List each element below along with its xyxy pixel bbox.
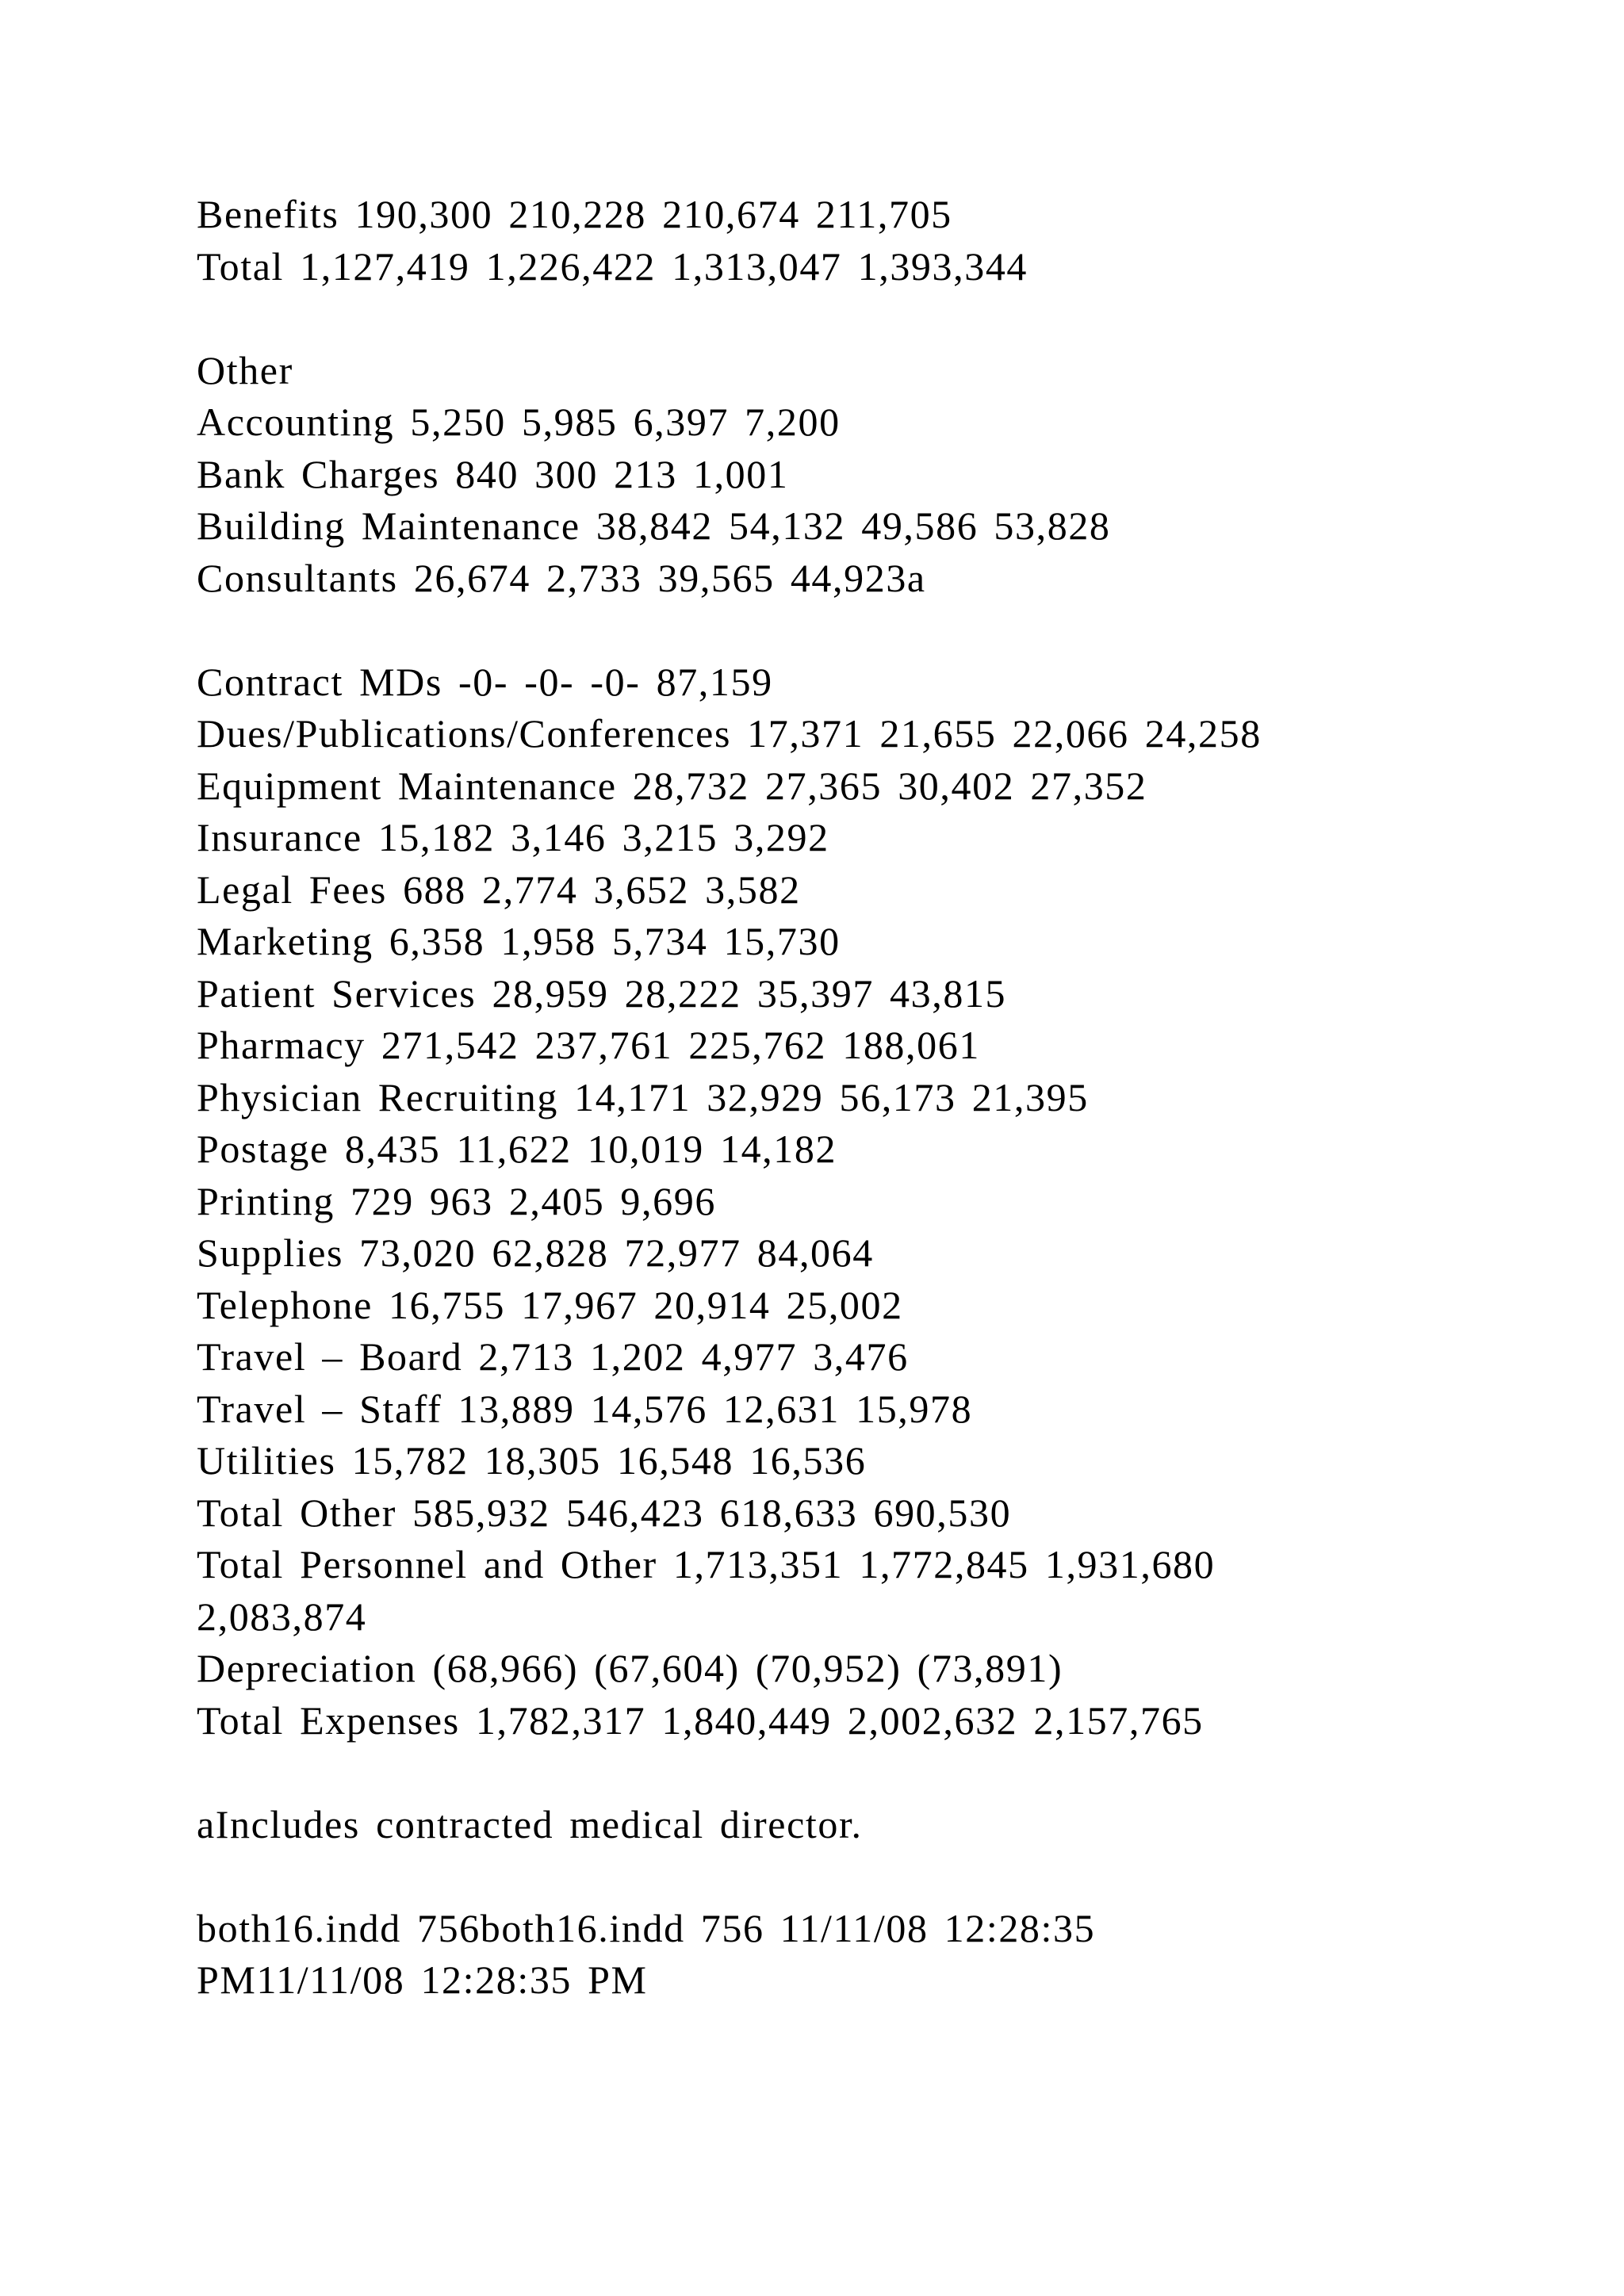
row-accounting: Accounting 5,250 5,985 6,397 7,200 — [197, 400, 841, 444]
print-slug-line-1: both16.indd 756both16.indd 756 11/11/08 12:28:35 — [197, 1905, 1096, 1950]
blank-line — [197, 604, 1481, 656]
row-contract-mds: Contract MDs -0- -0- -0- 87,159 — [197, 659, 773, 704]
row-printing: Printing 729 963 2,405 9,696 — [197, 1178, 716, 1223]
document-text-block — [197, 189, 1481, 2007]
row-total-personnel-and-other-continued: 2,083,874 — [197, 1594, 367, 1639]
row-travel-board: Travel – Board 2,713 1,202 4,977 3,476 — [197, 1334, 909, 1379]
row-travel-staff: Travel – Staff 13,889 14,576 12,631 15,978 — [197, 1386, 973, 1431]
row-bank-charges: Bank Charges 840 300 213 1,001 — [197, 451, 789, 496]
row-dues-publications-conferences: Dues/Publications/Conferences 17,371 21,655 22,066 24,258 — [197, 711, 1262, 756]
section-heading-other: Other — [197, 347, 293, 392]
row-total-personnel-and-other: Total Personnel and Other 1,713,351 1,772,845 1,931,680 — [197, 1542, 1216, 1586]
row-legal-fees: Legal Fees 688 2,774 3,652 3,582 — [197, 867, 801, 912]
row-physician-recruiting: Physician Recruiting 14,171 32,929 56,173 21,395 — [197, 1074, 1089, 1119]
row-pharmacy: Pharmacy 271,542 237,761 225,762 188,061 — [197, 1023, 980, 1067]
row-consultants: Consultants 26,674 2,733 39,565 44,923a — [197, 555, 926, 600]
blank-line — [197, 1850, 1481, 1903]
row-depreciation: Depreciation (68,966) (67,604) (70,952) (73,891) — [197, 1646, 1063, 1690]
footnote: aIncludes contracted medical director. — [197, 1801, 863, 1846]
row-total: Total 1,127,419 1,226,422 1,313,047 1,393,344 — [197, 243, 1028, 289]
row-benefits: Benefits 190,300 210,228 210,674 211,705 — [197, 192, 952, 236]
blank-line — [197, 293, 1481, 345]
row-insurance: Insurance 15,182 3,146 3,215 3,292 — [197, 815, 829, 859]
blank-line — [197, 1747, 1481, 1799]
row-patient-services: Patient Services 28,959 28,222 35,397 43,815 — [197, 970, 1007, 1016]
row-building-maintenance: Building Maintenance 38,842 54,132 49,586 53,828 — [197, 503, 1111, 548]
row-total-expenses: Total Expenses 1,782,317 1,840,449 2,002,632 2,157,765 — [197, 1697, 1204, 1743]
row-postage: Postage 8,435 11,622 10,019 14,182 — [197, 1127, 837, 1171]
row-utilities: Utilities 15,782 18,305 16,548 16,536 — [197, 1438, 867, 1483]
row-marketing: Marketing 6,358 1,958 5,734 15,730 — [197, 919, 841, 963]
row-equipment-maintenance: Equipment Maintenance 28,732 27,365 30,402 27,352 — [197, 763, 1147, 808]
row-total-other: Total Other 585,932 546,423 618,633 690,530 — [197, 1490, 1012, 1535]
print-slug-line-2: PM11/11/08 12:28:35 PM — [197, 1957, 648, 2002]
row-supplies: Supplies 73,020 62,828 72,977 84,064 — [197, 1230, 874, 1275]
row-telephone: Telephone 16,755 17,967 20,914 25,002 — [197, 1282, 903, 1327]
